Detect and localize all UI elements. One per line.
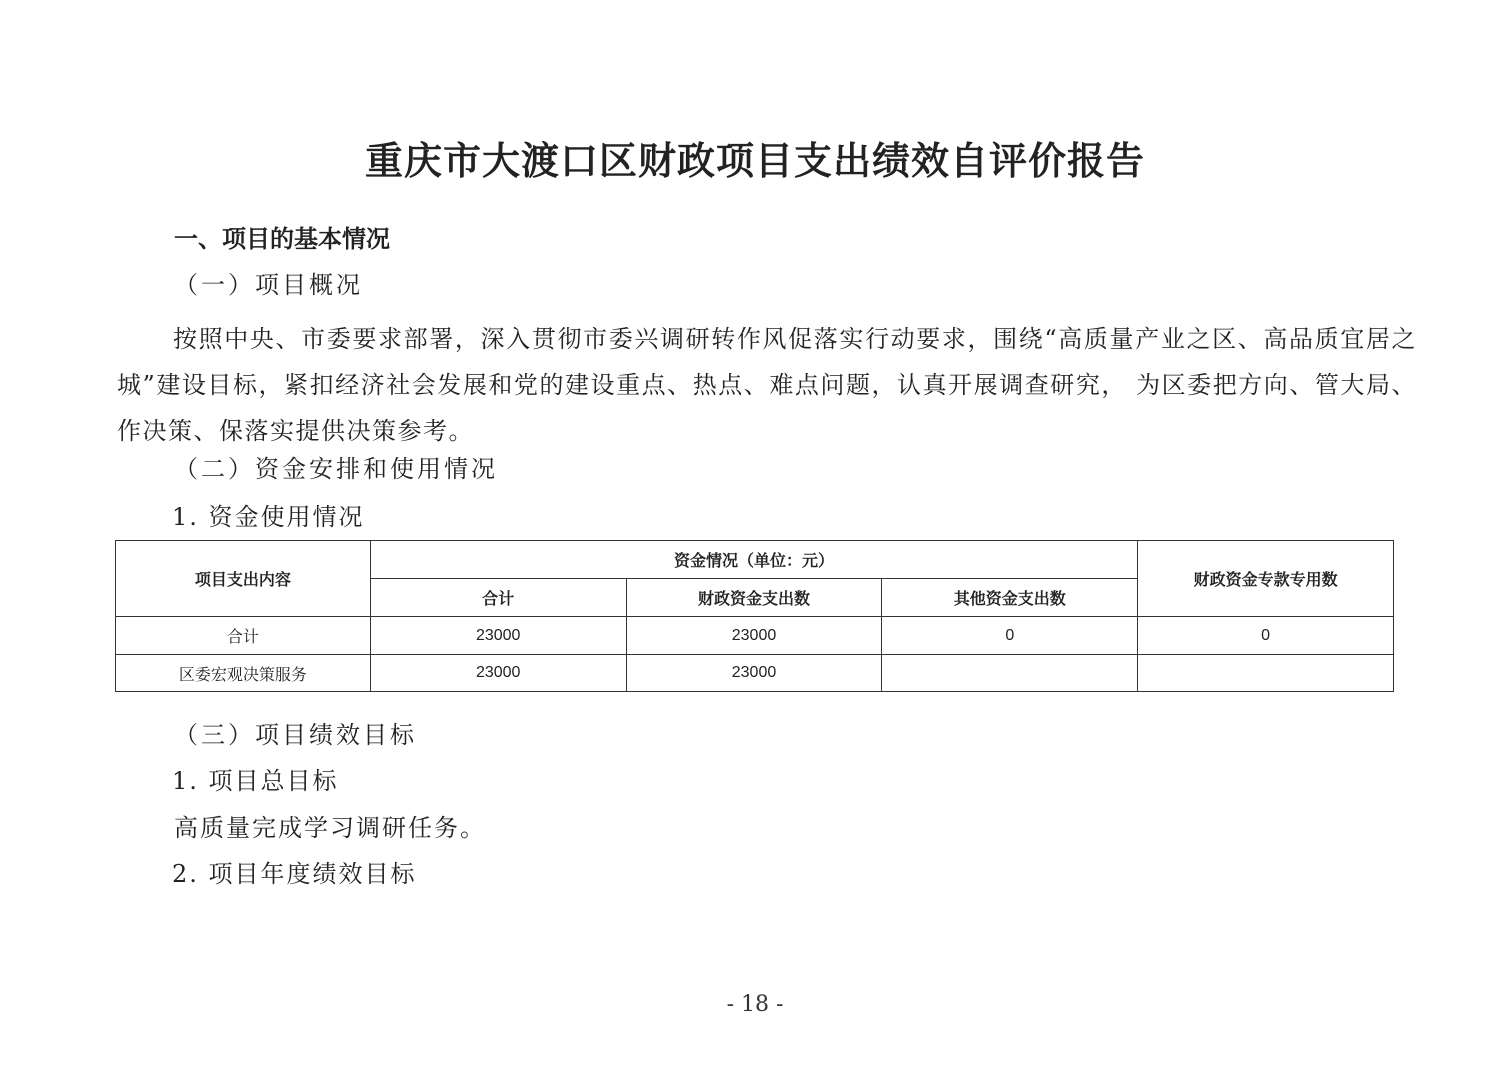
item-annual-goal: 2. 项目年度绩效目标 [172,860,417,888]
cell-fiscal: 23000 [626,617,882,655]
cell-name: 区委宏观决策服务 [116,655,371,692]
subheading-performance-goals: （三）项目绩效目标 [174,721,417,749]
header-other: 其他资金支出数 [882,579,1138,617]
table-row [116,617,1394,655]
page-number: - 18 - [726,992,784,1017]
cell-total: 23000 [370,655,626,692]
cell-special [1138,655,1394,692]
overall-goal-text: 高质量完成学习调研任务。 [174,814,486,842]
funds-table [115,540,1394,692]
header-special: 财政资金专款专用数 [1138,541,1394,617]
item-overall-goal: 1. 项目总目标 [172,767,339,795]
header-content: 项目支出内容 [116,541,371,617]
header-funds-group: 资金情况（单位：元） [370,541,1137,579]
cell-name: 合计 [116,617,371,655]
project-overview-paragraph: 按照中央、市委要求部署，深入贯彻市委兴调研转作风促落实行动要求，围绕“高质量产业之区、高品质宜居之城”建设目标，紧扣经济社会发展和党的建设重点、热点、难点问题，认真开展调查研究， 为区委把方向、管大局、作决策、保落实提供决策参考。 [117,325,1417,445]
table-row [116,655,1394,692]
cell-other [882,655,1138,692]
cell-special: 0 [1138,617,1394,655]
item-funds-usage: 1. 资金使用情况 [172,503,365,531]
document-title: 重庆市大渡口区财政项目支出绩效自评价报告 [364,138,1145,183]
header-fiscal: 财政资金支出数 [626,579,882,617]
cell-total: 23000 [370,617,626,655]
subheading-project-overview: （一）项目概况 [174,271,363,299]
cell-fiscal: 23000 [626,655,882,692]
table-header-row [116,541,1394,579]
subheading-funds-arrangement: （二）资金安排和使用情况 [174,455,498,483]
section-heading-basic-info: 一、项目的基本情况 [174,225,390,253]
cell-other: 0 [882,617,1138,655]
header-total: 合计 [370,579,626,617]
